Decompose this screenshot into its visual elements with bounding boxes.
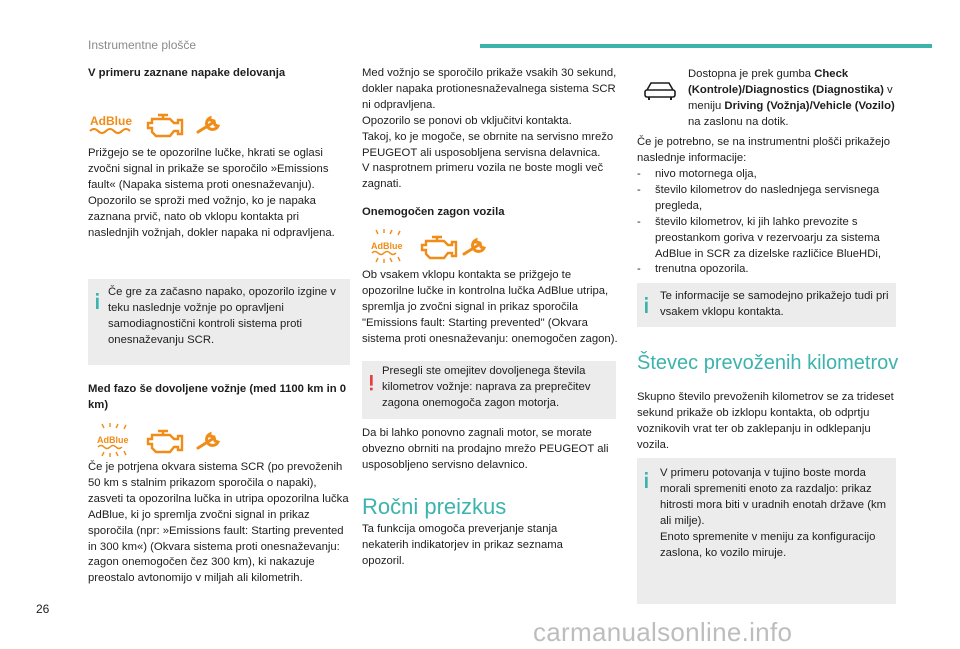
- col3-intro: [688, 67, 896, 131]
- list-item: - število kilometrov, ki jih lahko prevozite s preostankom goriva v rezervoarju za sistema AdBlue in SCR za dizelske različice BlueHDi,: [637, 215, 899, 263]
- page-number: 26: [36, 602, 50, 616]
- warning-lamps-row-3: [362, 229, 592, 263]
- list-item: - nivo motornega olja,: [637, 167, 899, 183]
- col3-intro-post: na zaslonu na dotik.: [688, 115, 789, 128]
- watermark: carmanualsonline.info: [533, 617, 793, 647]
- engine-icon: [422, 237, 456, 258]
- col2-heading-start-prevented: Onemogočen zagon vozila: [362, 206, 505, 218]
- col2-para-restart: Da bi lahko ponovno zagnali motor, se morate obvezno obrniti na prodajno mrežo PEUGEOT ali usposobljeno servisno delavnico.: [362, 427, 609, 471]
- wrench-icon: [198, 434, 218, 448]
- car-icon: [643, 80, 677, 107]
- info-box-temporary-fault-text: Če gre za začasno napako, opozorilo izgine v teku naslednje vožnje po opravljeni samodiagnostični kontroli sistema proti onesnaževanju SCR.: [108, 286, 336, 346]
- col3-para-info: Če je potrebno, se na instrumentni plošči prikažejo naslednje informacije:: [637, 136, 891, 164]
- warning-icon: [370, 371, 374, 395]
- header-accent-bar: [480, 44, 932, 48]
- list-item: - trenutna opozorila.: [637, 262, 899, 278]
- info-icon: [645, 293, 649, 317]
- driving-vehicle-menu-ref: Driving (Vožnja)/Vehicle (Vozilo): [724, 99, 895, 112]
- col3-para-odometer: Skupno število prevoženih kilometrov se za trideset sekund prikaže ob izklopu kontakta, ob odprtju voznikovih vrat ter ob zaklepanju in odklepanju vozila.: [637, 391, 894, 451]
- col3-intro-pre: Dostopna je prek gumba: [688, 68, 815, 80]
- col2-para-manual-test: Ta funkcija omogoča preverjanje stanja nekaterih indikatorjev in prikaz seznama opozoril.: [362, 523, 563, 567]
- engine-icon: [148, 115, 182, 136]
- adblue-flashing-icon: [97, 423, 129, 457]
- col3-intro-mid: v meniju: [688, 83, 893, 112]
- info-box-units-text: V primeru potovanja v tujino boste morda morali spremeniti enoto za razdaljo: prikaz hitrosti mora biti v uradnih enotah države (km ali milje). Enoto spremenite v meniju za konfiguracijo zaslona, ko vozilo miruje.: [660, 467, 887, 559]
- engine-icon: [148, 431, 182, 452]
- svg-text:AdBlue: AdBlue: [371, 241, 403, 251]
- info-box-units: [637, 458, 896, 604]
- col1-para-fault: Prižgejo se te opozorilne lučke, hkrati se oglasi zvočni signal in prikaže se sporočilo »Emissions fault« (Napaka sistema proti onesnaževanju). Opozorilo se sproži med vožnjo, ko je napaka zaznana prvič, nato ob vklopu kontakta pri naslednjih vožnjah, dokler napaka ni odpravljena.: [88, 147, 335, 239]
- check-diagnostics-button-ref: Check (Kontrole)/Diagnostics (Diagnostika): [688, 68, 884, 96]
- adblue-icon: [90, 114, 132, 133]
- info-box-temporary-fault: [88, 279, 350, 365]
- col2-para-start-prevented: Ob vsakem vklopu kontakta se prižgejo te opozorilne lučke in kontrolna lučka AdBlue utripa, spremlja jo zvočni signal in prikaz sporočila "Emissions fault: Starting prevented" (Okvara sistema proti onesnaževanju: onemogočen zagon).: [362, 269, 618, 345]
- warning-lamps-row-1: [88, 108, 318, 140]
- info-icon: [645, 468, 649, 492]
- col1-heading-fault-detected: V primeru zaznane napake delovanja: [88, 67, 286, 79]
- col1-para-scr-fault: Če je potrjena okvara sistema SCR (po prevoženih 50 km s stalnim prikazom sporočila o napaki), zasveti ta opozorilna lučka in utripa opozorilna lučka AdBlue, ki jo spremlja zvočni signal in prikaz sporočila (npr: »Emissions fault: Starting prevented in 300 km«) (Okvara sistema proti onesnaževanju: zagon onemogočen čez 300 km), ki nakazuje preostalo avtonomijo v miljah ali kilometrih.: [88, 461, 349, 585]
- wrench-icon: [464, 240, 484, 254]
- warning-box-limit-exceeded: [362, 361, 616, 419]
- info-box-auto-display-text: Te informacije se samodejno prikažejo tudi pri vsakem vklopu kontakta.: [660, 290, 889, 318]
- adblue-flashing-icon: [371, 229, 403, 263]
- warning-box-text: Presegli ste omejitev dovoljenega števila kilometrov vožnje: naprava za preprečitev zagona onemogoča zagon motorja.: [382, 365, 591, 409]
- section-title-manual-test: Ročni preizkus: [362, 494, 507, 519]
- list-item: - število kilometrov do naslednjega servisnega pregleda,: [637, 183, 899, 215]
- info-icon: [96, 289, 100, 313]
- col2-para-message: Med vožnjo se sporočilo prikaže vsakih 30 sekund, dokler napaka protionesnaževalnega sistema SCR ni odpravljena. Opozorilo se ponovi ob vključitvi kontakta. Takoj, ko je mogoče, se obrnite na servisno mrežo PEUGEOT ali usposobljena servisna delavnica. V nasprotnem primeru vozila ne boste mogli več zagnati.: [362, 67, 617, 191]
- svg-text:AdBlue: AdBlue: [97, 435, 129, 445]
- header-title: Instrumentne plošče: [88, 38, 197, 52]
- info-list: [637, 167, 899, 278]
- section-title-odometer: Števec prevoženih kilometrov: [637, 352, 899, 374]
- col1-heading-allowed-driving: Med fazo še dovoljene vožnje (med 1100 km in 0 km): [88, 383, 347, 411]
- warning-lamps-row-2: [88, 423, 318, 457]
- wrench-icon: [198, 118, 218, 132]
- adblue-icon-text: AdBlue: [90, 114, 132, 128]
- info-box-auto-display: [637, 283, 896, 327]
